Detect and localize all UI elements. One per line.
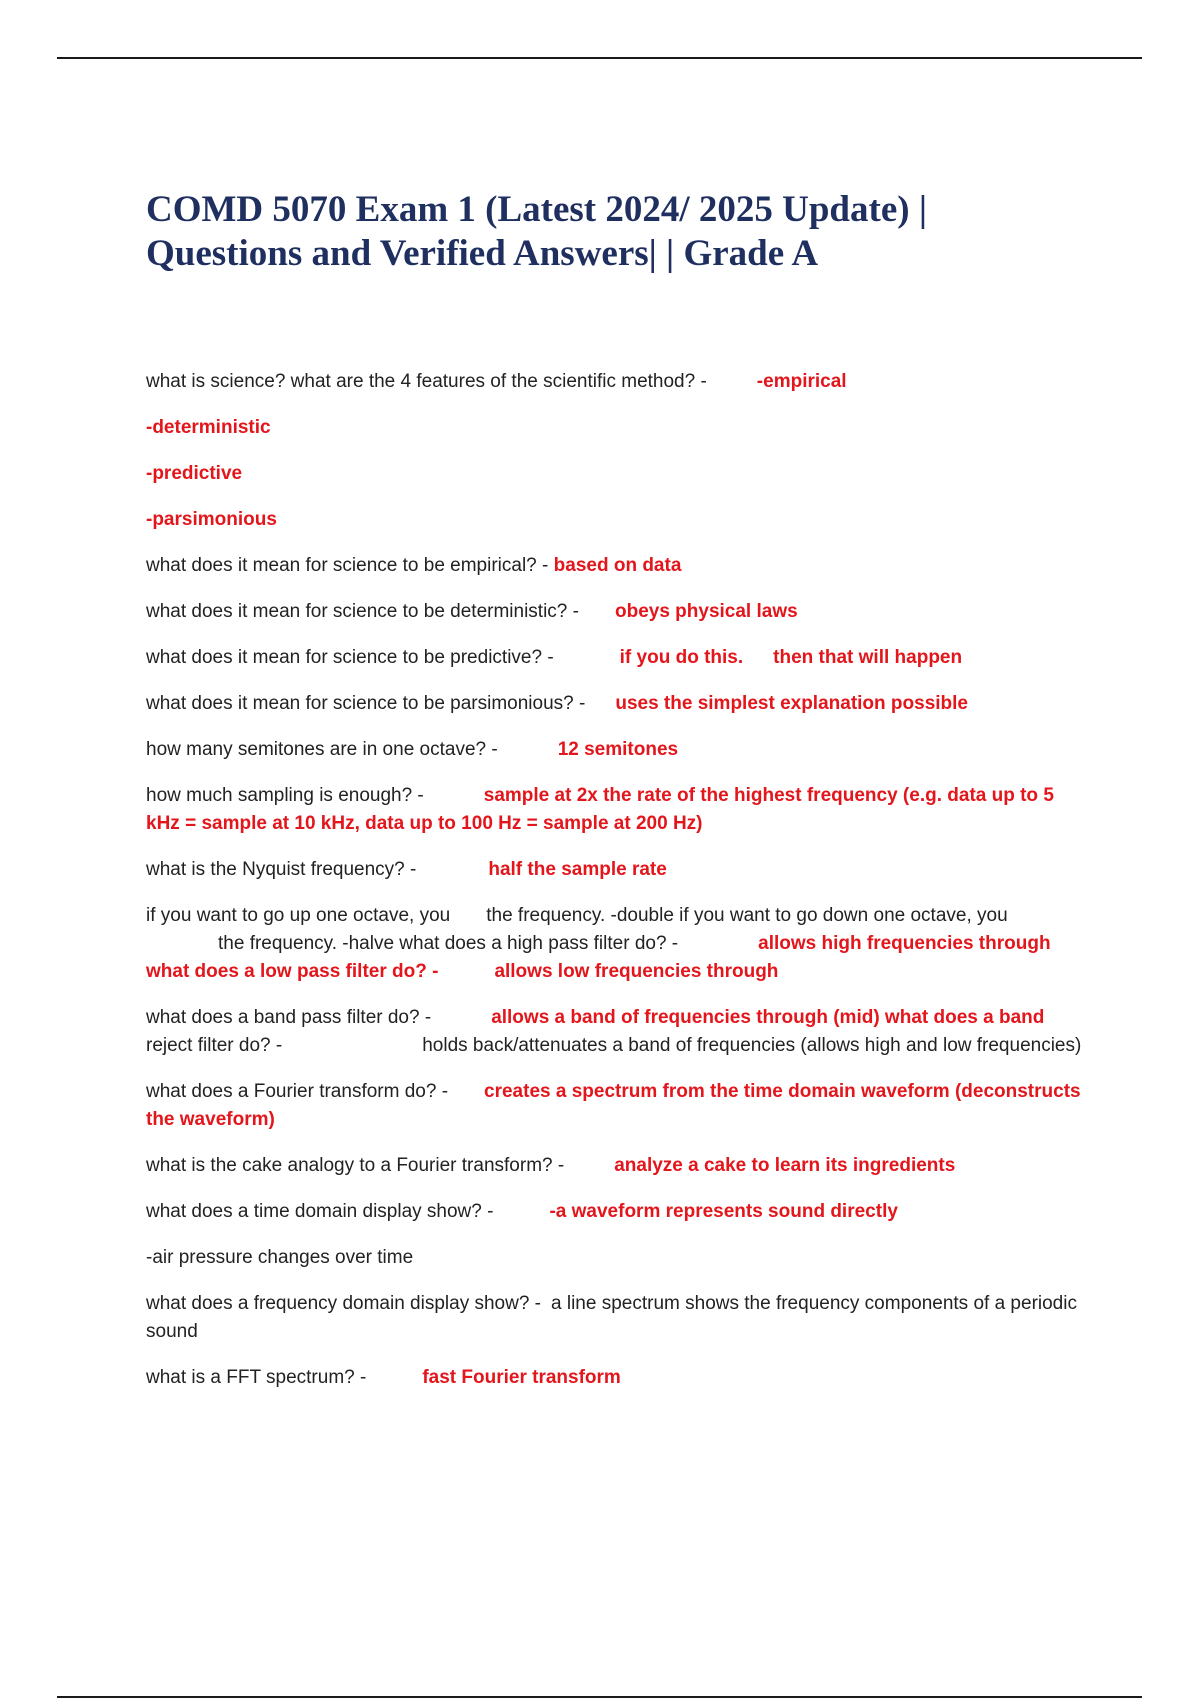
question: what does a Fourier transform do? -	[146, 1081, 449, 1102]
qa-item	[146, 1290, 1086, 1346]
question: what does it mean for science to be predictive? -	[146, 647, 554, 668]
qa-item	[146, 782, 1086, 838]
question: how many semitones are in one octave? -	[146, 739, 498, 760]
qa-item	[146, 506, 1086, 534]
question: what does a time domain display show? -	[146, 1201, 494, 1222]
question: how much sampling is enough? -	[146, 785, 424, 806]
answer: -empirical	[756, 371, 847, 392]
answer: allows low frequencies through	[494, 961, 779, 982]
qa-item	[146, 368, 1086, 396]
qa-item	[146, 1004, 1086, 1060]
qa-item	[146, 414, 1086, 442]
question: what is the cake analogy to a Fourier transform? -	[146, 1155, 565, 1176]
question: what does a band pass filter do? -	[146, 1007, 432, 1028]
answer: -deterministic	[146, 417, 271, 438]
question: what does a frequency domain display show? -	[146, 1293, 542, 1314]
question: what does it mean for science to be parsimonious? -	[146, 693, 586, 714]
question: what does it mean for science to be deterministic? -	[146, 601, 579, 622]
qa-list	[146, 368, 1086, 1410]
answer: allows a band of frequencies through (mid) what does a band	[491, 1007, 1045, 1028]
question: what does it mean for science to be empirical? -	[146, 555, 549, 576]
answer: then that will happen	[773, 647, 963, 668]
answer: uses the simplest explanation possible	[615, 693, 969, 714]
page-title	[146, 188, 1106, 276]
question: if you want to go up one octave, you	[146, 905, 451, 926]
answer: -a waveform represents sound directly	[549, 1201, 898, 1222]
answer: fast Fourier transform	[422, 1367, 621, 1388]
top-rule	[57, 57, 1142, 59]
qa-item	[146, 1364, 1086, 1392]
question: what is a FFT spectrum? -	[146, 1367, 367, 1388]
qa-item	[146, 598, 1086, 626]
qa-item	[146, 736, 1086, 764]
answer: allows high frequencies through what does a low pass filter do? -	[146, 933, 1051, 982]
answer: half the sample rate	[488, 859, 667, 880]
qa-item	[146, 856, 1086, 884]
qa-item	[146, 1198, 1086, 1226]
question: reject filter do? -	[146, 1035, 283, 1056]
title-line-2: Questions and Verified Answers| | Grade A	[146, 233, 819, 274]
answer: analyze a cake to learn its ingredients	[614, 1155, 956, 1176]
answer: 12 semitones	[557, 739, 679, 760]
qa-item	[146, 902, 1086, 986]
answer: -parsimonious	[146, 509, 277, 530]
answer: obeys physical laws	[614, 601, 798, 622]
qa-item	[146, 1152, 1086, 1180]
answer: -predictive	[146, 463, 243, 484]
answer-text: -air pressure changes over time	[146, 1247, 414, 1268]
answer: if you do this.	[619, 647, 744, 668]
qa-item	[146, 460, 1086, 488]
bottom-rule	[57, 1696, 1142, 1698]
question: the frequency. -halve what does a high pass filter do? -	[218, 933, 679, 954]
answer: sample at 2x the rate of the highest frequency (e.g. data up to 5 kHz = sample at 10 kHz, data up to 100 Hz = sample at 200 Hz)	[146, 785, 1054, 834]
qa-item	[146, 552, 1086, 580]
answer: creates a spectrum from the time domain waveform (deconstructs the waveform)	[146, 1081, 1081, 1130]
qa-item	[146, 690, 1086, 718]
answer-text: holds back/attenuates a band of frequencies (allows high and low frequencies)	[422, 1035, 1082, 1056]
qa-item	[146, 1244, 1086, 1272]
title-line-1: COMD 5070 Exam 1 (Latest 2024/ 2025 Update) |	[146, 189, 927, 230]
answer-text: a line spectrum shows the frequency components of a periodic sound	[146, 1293, 1077, 1342]
answer: based on data	[553, 555, 682, 576]
qa-item	[146, 1078, 1086, 1134]
question: what is science? what are the 4 features of the scientific method? -	[146, 371, 707, 392]
question: the frequency. -double if you want to go down one octave, you	[486, 905, 1008, 926]
question: what is the Nyquist frequency? -	[146, 859, 417, 880]
qa-item	[146, 644, 1086, 672]
